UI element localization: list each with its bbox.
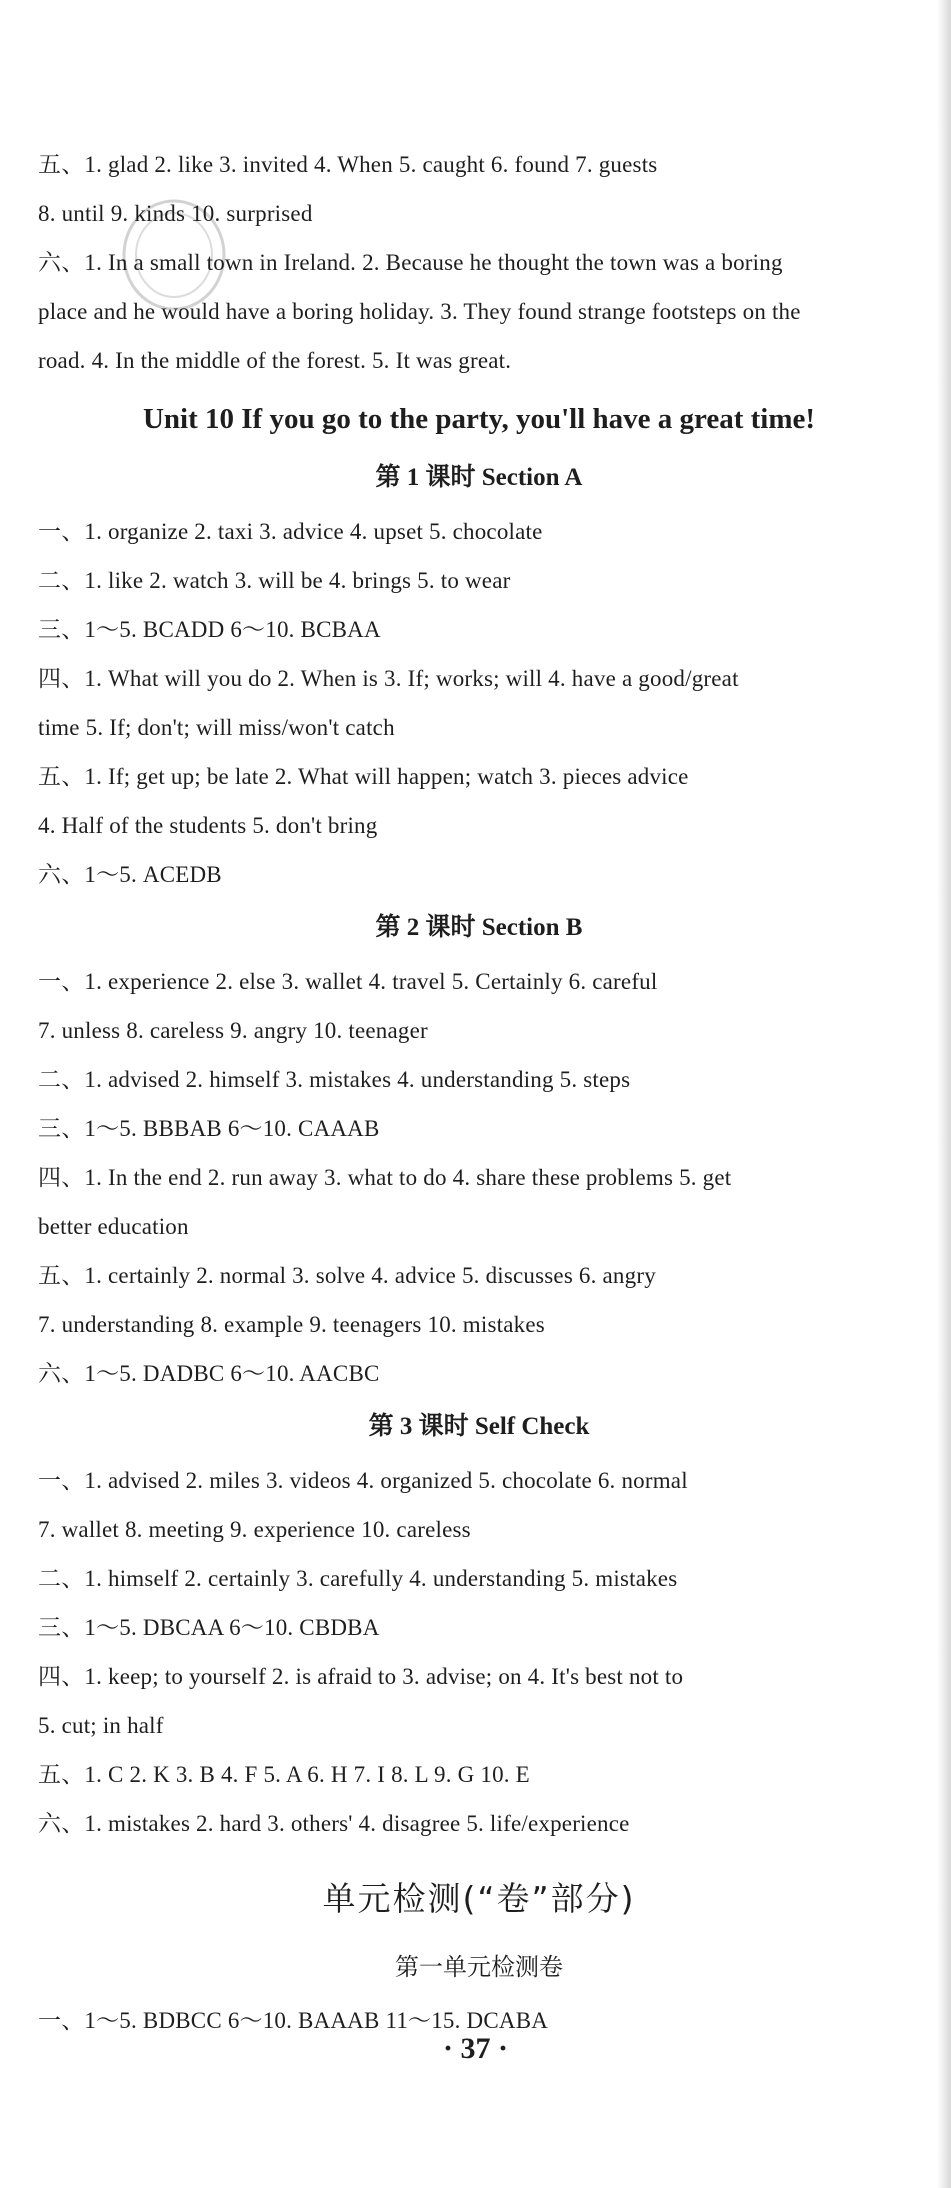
answer-line: 六、1. In a small town in Ireland. 2. Because he thought the town was a boring (38, 250, 783, 275)
answer-line: 五、1. C 2. K 3. B 4. F 5. A 6. H 7. I 8. L 9. G 10. E (38, 1762, 530, 1787)
answer-line: 六、1～5. ACEDB (38, 862, 222, 887)
answer-line: 四、1. What will you do 2. When is 3. If; works; will 4. have a good/great (38, 666, 739, 691)
lesson-title: 第 1 课时 Section A (375, 464, 583, 491)
unit-test-subtitle: 第一单元检测卷 (395, 1953, 563, 1981)
answer-line: 五、1. If; get up; be late 2. What will happen; watch 3. pieces advice (38, 764, 689, 789)
answer-content (38, 140, 920, 2045)
lesson-title: 第 3 课时 Self Check (368, 1413, 590, 1440)
answer-line: 五、1. certainly 2. normal 3. solve 4. advice 5. discusses 6. angry (38, 1263, 656, 1288)
answer-line: time 5. If; don't; will miss/won't catch (38, 715, 395, 740)
answer-line: 7. unless 8. careless 9. angry 10. teenager (38, 1018, 428, 1043)
answer-line: 六、1. mistakes 2. hard 3. others' 4. disagree 5. life/experience (38, 1811, 630, 1836)
answer-line: 一、1. organize 2. taxi 3. advice 4. upset 5. chocolate (38, 519, 543, 544)
answer-line: 五、1. glad 2. like 3. invited 4. When 5. caught 6. found 7. guests (38, 152, 658, 177)
unit-title: Unit 10 If you go to the party, you'll have a great time! (142, 403, 816, 435)
answer-line: road. 4. In the middle of the forest. 5. It was great. (38, 348, 512, 373)
answer-line: 六、1～5. DADBC 6～10. AACBC (38, 1361, 380, 1386)
answer-line: 三、1～5. BBBAB 6～10. CAAAB (38, 1116, 380, 1141)
answer-line: 一、1～5. BDBCC 6～10. BAAAB 11～15. DCABA (38, 2008, 549, 2033)
unit-test-title: 单元检测(“卷”部分) (322, 1879, 636, 1918)
answer-line: 一、1. advised 2. miles 3. videos 4. organized 5. chocolate 6. normal (38, 1468, 688, 1493)
answer-line: 三、1～5. BCADD 6～10. BCBAA (38, 617, 381, 642)
answer-line: 8. until 9. kinds 10. surprised (38, 201, 313, 226)
page-number: · 37 · (442, 2032, 508, 2065)
page-edge-shadow (937, 0, 951, 2188)
lesson-title: 第 2 课时 Section B (375, 914, 583, 941)
answer-line: 三、1～5. DBCAA 6～10. CBDBA (38, 1615, 380, 1640)
answer-line: 7. wallet 8. meeting 9. experience 10. careless (38, 1517, 471, 1542)
answer-line: 二、1. like 2. watch 3. will be 4. brings 5. to wear (38, 568, 511, 593)
answer-line: 二、1. advised 2. himself 3. mistakes 4. understanding 5. steps (38, 1067, 631, 1092)
answer-line: better education (38, 1214, 189, 1239)
answer-line: 5. cut; in half (38, 1713, 164, 1738)
answer-line: 四、1. keep; to yourself 2. is afraid to 3. advise; on 4. It's best not to (38, 1664, 684, 1689)
answer-line: place and he would have a boring holiday. 3. They found strange footsteps on the (38, 299, 801, 324)
answer-line: 一、1. experience 2. else 3. wallet 4. travel 5. Certainly 6. careful (38, 969, 658, 994)
answer-line: 四、1. In the end 2. run away 3. what to do 4. share these problems 5. get (38, 1165, 732, 1190)
answer-line: 4. Half of the students 5. don't bring (38, 813, 378, 838)
answer-line: 二、1. himself 2. certainly 3. carefully 4. understanding 5. mistakes (38, 1566, 678, 1591)
answer-line: 7. understanding 8. example 9. teenagers 10. mistakes (38, 1312, 545, 1337)
